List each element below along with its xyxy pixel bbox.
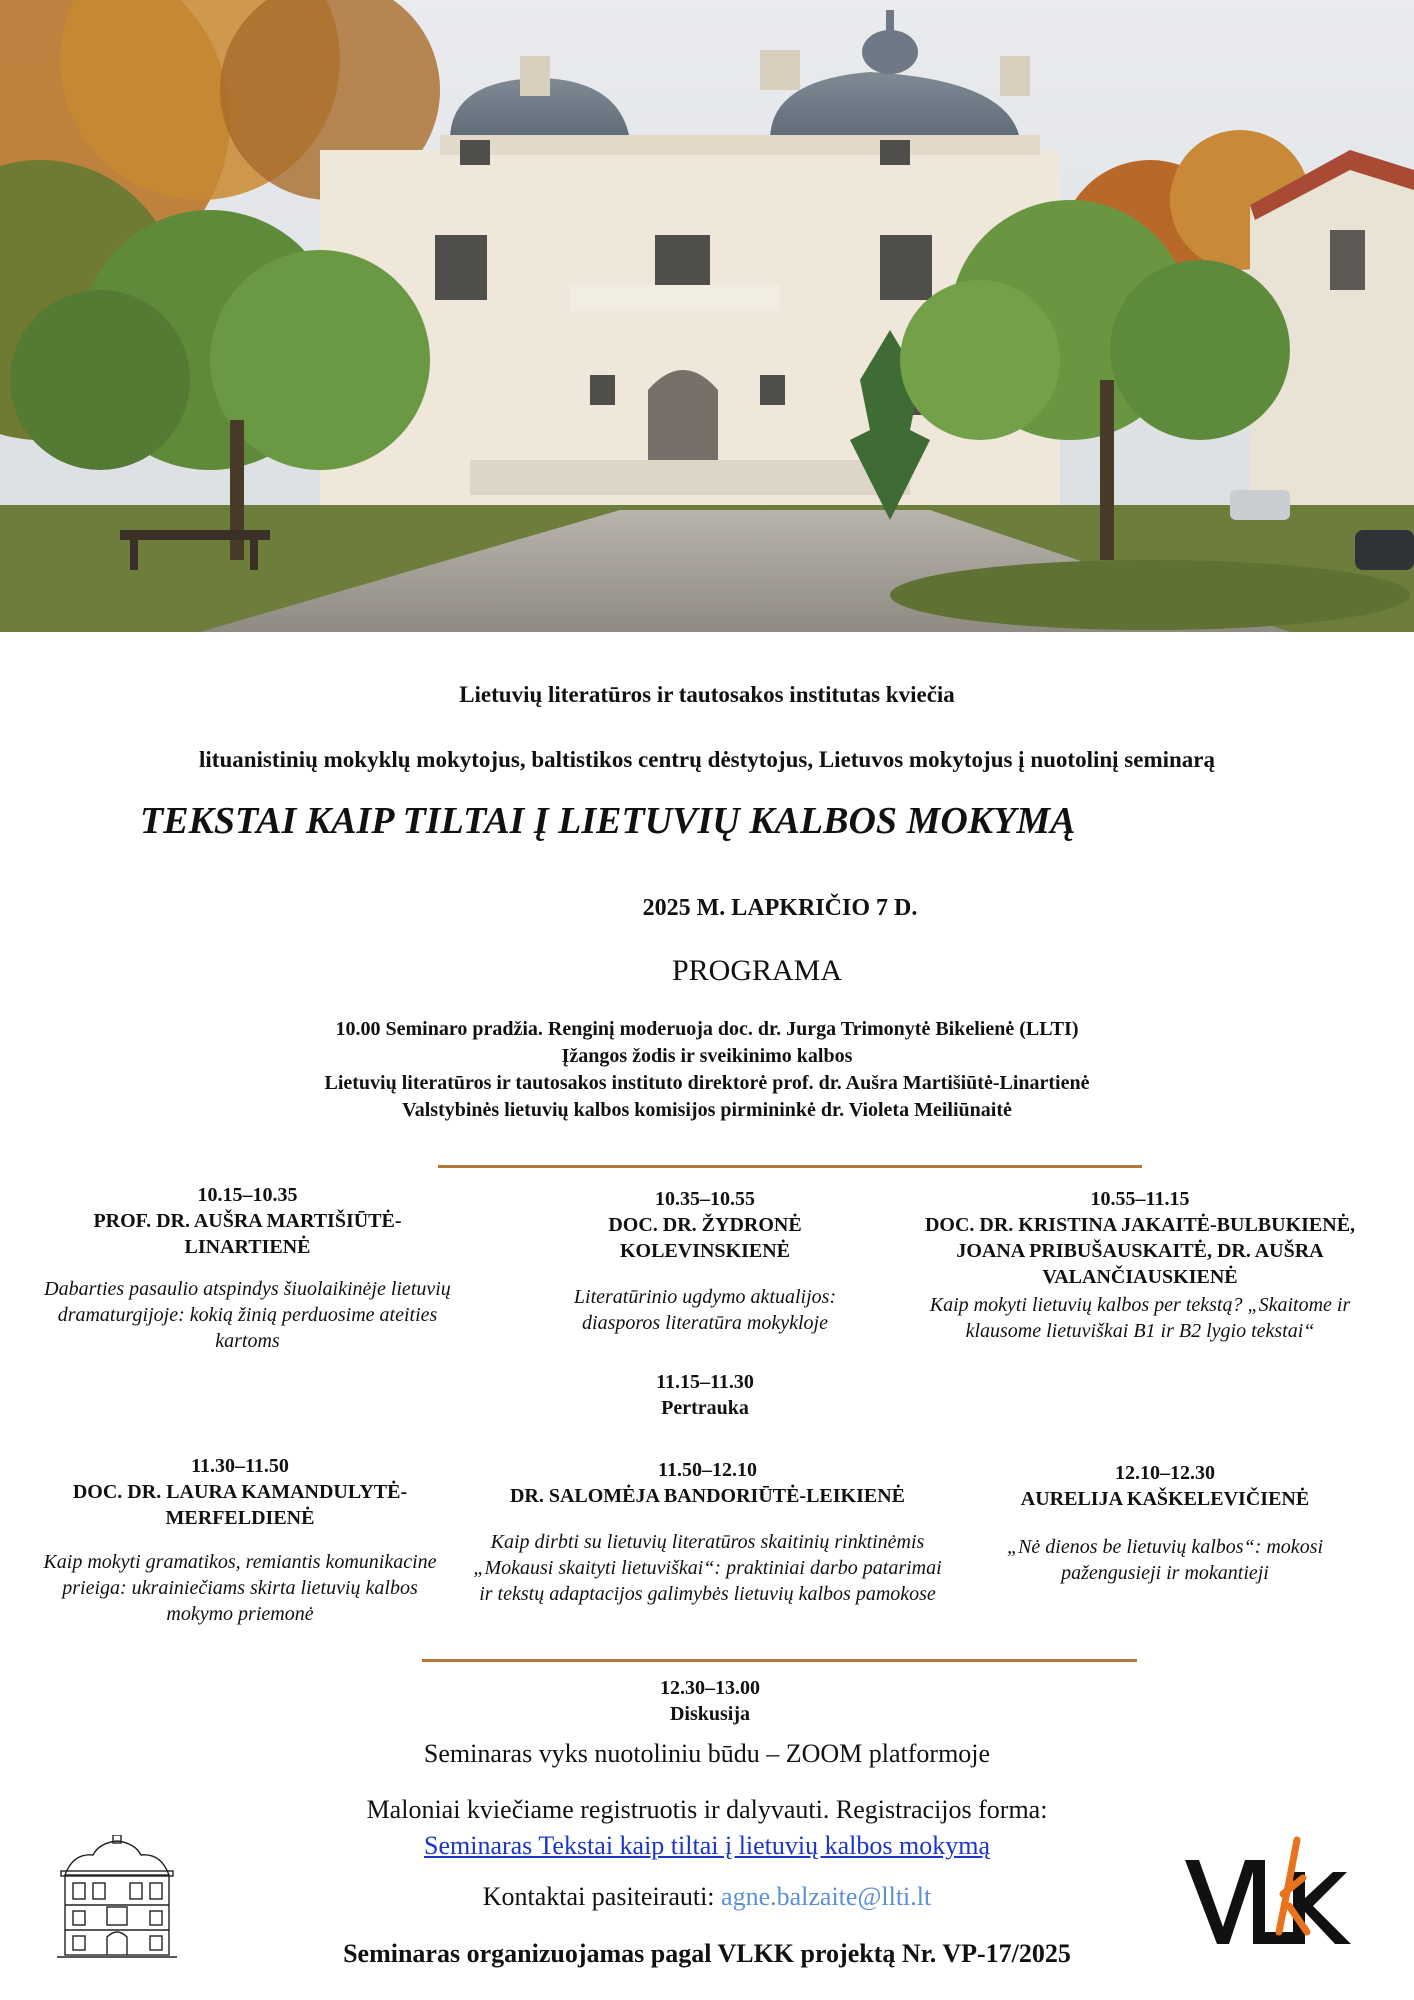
intro-line: 10.00 Seminaro pradžia. Renginį moderuoja doc. dr. Jurga Trimonytė Bikelienė (LLTI) xyxy=(335,1018,1079,1040)
seminar-title: TEKSTAI KAIP TILTAI Į LIETUVIŲ KALBOS MOKYMĄ xyxy=(140,800,1076,842)
session-topic: Kaip mokyti lietuvių kalbos per tekstą? „Skaitome ir klausome lietuviškai B1 ir B2 lygio tekstai“ xyxy=(929,1294,1351,1342)
break-time: 11.15–11.30 xyxy=(656,1371,754,1393)
session-time: 10.35–10.55 xyxy=(655,1188,755,1210)
speaker-name: PROF. DR. AUŠRA MARTIŠIŪTĖ-LINARTIENĖ xyxy=(93,1210,402,1258)
register-line: Maloniai kviečiame registruotis ir dalyvauti. Registracijos forma: xyxy=(366,1795,1048,1824)
session-card xyxy=(890,1186,1390,1344)
project-line: Seminaras organizuojamas pagal VLKK projektą Nr. VP-17/2025 xyxy=(343,1939,1071,1968)
session-time: 10.55–11.15 xyxy=(1090,1188,1190,1210)
intro-line: Lietuvių literatūros ir tautosakos instituto direktorė prof. dr. Aušra Martišiūtė-Linartienė xyxy=(324,1072,1090,1094)
registration-link[interactable]: Seminaras Tekstai kaip tiltai į lietuvių kalbos mokymą xyxy=(424,1831,990,1860)
audience-line: lituanistinių mokyklų mokytojus, baltistikos centrų dėstytojus, Lietuvos mokytojus į nuotolinį seminarą xyxy=(199,747,1215,772)
session-time: 11.30–11.50 xyxy=(191,1455,289,1477)
discussion-block xyxy=(560,1675,860,1727)
building-logo-icon xyxy=(55,1835,180,1960)
discussion-time: 12.30–13.00 xyxy=(660,1677,760,1699)
session-topic: Kaip mokyti gramatikos, remiantis komunikacine prieiga: ukrainiečiams skirta lietuvių kalbos mokymo priemonė xyxy=(43,1551,437,1625)
session-card xyxy=(20,1182,475,1354)
speaker-name: AURELIJA KAŠKELEVIČIENĖ xyxy=(1020,1488,1310,1510)
contacts-email[interactable]: agne.balzaite@llti.lt xyxy=(721,1882,932,1911)
speaker-name: DOC. DR. LAURA KAMANDULYTĖ-MERFELDIENĖ xyxy=(72,1481,408,1529)
session-topic: Kaip dirbti su lietuvių literatūros skaitinių rinktinėmis „Mokausi skaityti lietuviškai“: praktiniai darbo patarimai ir tekstų adaptacijos galimybės lietuvių kalbos pamokose xyxy=(473,1531,942,1605)
intro-line: Valstybinės lietuvių kalbos komisijos pirmininkė dr. Violeta Meiliūnaitė xyxy=(402,1099,1012,1121)
hero-photo xyxy=(0,0,1414,632)
break-label: Pertrauka xyxy=(661,1397,749,1419)
divider-bottom xyxy=(422,1659,1137,1662)
speaker-name: DR. SALOMĖJA BANDORIŪTĖ-LEIKIENĖ xyxy=(509,1485,906,1507)
divider-top xyxy=(438,1165,1142,1168)
contacts-label: Kontaktai pasiteirauti: xyxy=(482,1882,715,1911)
intro-block xyxy=(0,1016,1414,1124)
session-time: 10.15–10.35 xyxy=(197,1184,298,1206)
seminar-date: 2025 M. LAPKRIČIO 7 D. xyxy=(642,895,918,921)
session-card xyxy=(20,1453,460,1627)
session-topic: Dabarties pasaulio atspindys šiuolaikinėje lietuvių dramaturgijoje: kokią žinią perduosime ateities kartoms xyxy=(44,1278,451,1352)
session-card xyxy=(520,1186,890,1336)
session-time: 12.10–12.30 xyxy=(1115,1462,1215,1484)
speaker-name: DOC. DR. ŽYDRONĖ KOLEVINSKIENĖ xyxy=(608,1214,802,1262)
platform-line: Seminaras vyks nuotoliniu būdu – ZOOM platformoje xyxy=(423,1739,991,1768)
speaker-name: DOC. DR. KRISTINA JAKAITĖ-BULBUKIENĖ, JOANA PRIBUŠAUSKAITĖ, DR. AUŠRA VALANČIAUSKIENĖ xyxy=(924,1214,1356,1288)
break-block xyxy=(550,1369,860,1421)
program-heading: PROGRAMA xyxy=(671,954,843,987)
intro-line: Įžangos žodis ir sveikinimo kalbos xyxy=(561,1045,853,1067)
discussion-label: Diskusija xyxy=(669,1703,751,1725)
session-topic: Literatūrinio ugdymo aktualijos: diasporos literatūra mokykloje xyxy=(573,1286,837,1334)
inviter-line: Lietuvių literatūros ir tautosakos institutas kviečia xyxy=(459,682,955,707)
session-card xyxy=(445,1457,970,1607)
session-card xyxy=(960,1460,1370,1586)
vlkk-logo xyxy=(1185,1832,1385,1952)
session-topic: „Nė dienos be lietuvių kalbos“: mokosi pažengusieji ir mokantieji xyxy=(1006,1536,1324,1584)
session-time: 11.50–12.10 xyxy=(658,1459,757,1481)
